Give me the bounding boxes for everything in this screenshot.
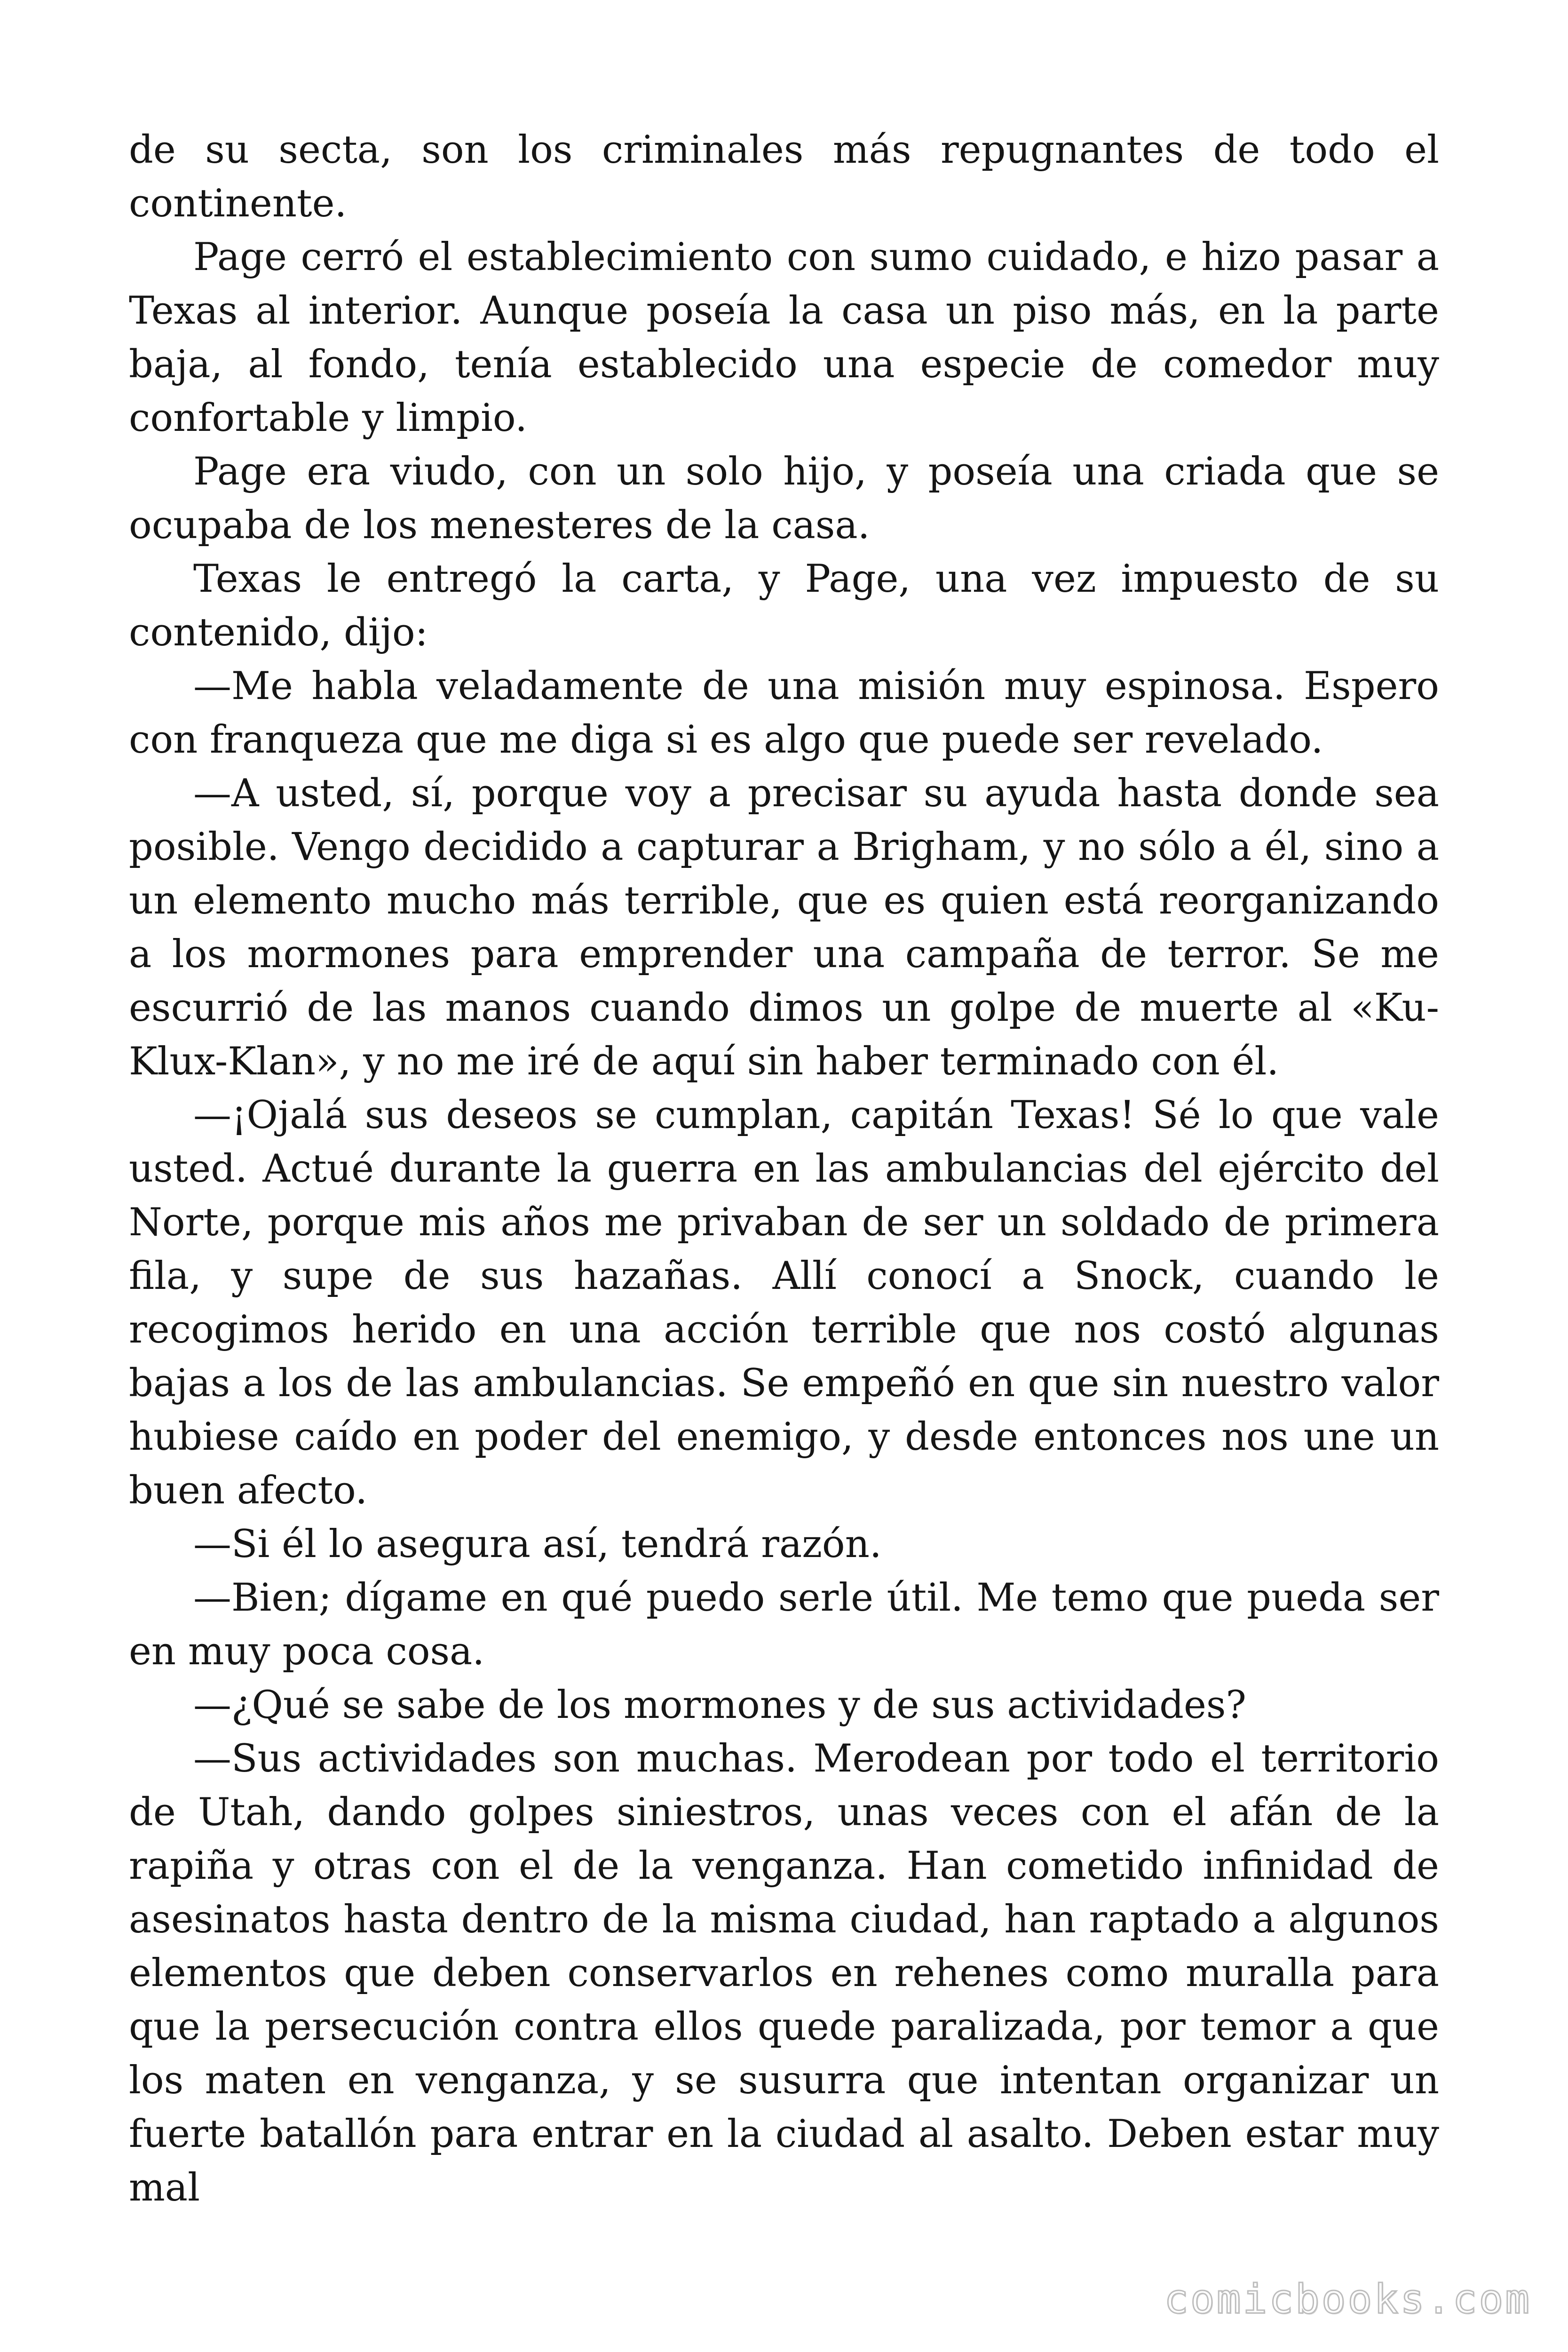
- dialogue-paragraph: —Bien; dígame en qué puedo serle útil. Me temo que pueda ser en muy poca cosa.: [129, 1576, 1439, 1674]
- paragraph: Page cerró el establecimiento con sumo cuidado, e hizo pasar a Texas al interior. Aunque poseía la casa un piso más, en la parte baja, al fondo, tenía establecido una especie de comedor muy confortable y limpio.: [129, 235, 1439, 440]
- dialogue-paragraph: —Me habla veladamente de una misión muy espinosa. Espero con franqueza que me diga si es algo que puede ser revelado.: [129, 664, 1439, 762]
- page-body: [129, 123, 1439, 2215]
- dialogue-paragraph: —¡Ojalá sus deseos se cumplan, capitán Texas! Sé lo que vale usted. Actué durante la guerra en las ambulancias del ejército del Norte, porque mis años me privaban de ser un soldado de primera fila, y supe de sus hazañas. Allí conocí a Snock, cuando le recogimos herido en una acción terrible que nos costó algunas bajas a los de las ambulancias. Se empeñó en que sin nuestro valor hubiese caído en poder del enemigo, y desde entonces nos une un buen afecto.: [129, 1093, 1439, 1513]
- paragraph: Texas le entregó la carta, y Page, una vez impuesto de su contenido, dijo:: [129, 557, 1439, 655]
- dialogue-paragraph: —¿Qué se sabe de los mormones y de sus actividades?: [193, 1683, 1246, 1727]
- dialogue-paragraph: —Sus actividades son muchas. Merodean por todo el territorio de Utah, dando golpes siniestros, unas veces con el afán de la rapiña y otras con el de la venganza. Han cometido infinidad de asesinatos hasta dentro de la misma ciudad, han raptado a algunos elementos que deben conservarlos en rehenes como muralla para que la persecución contra ellos quede paralizada, por temor a que los maten en venganza, y se susurra que intentan organizar un fuerte batallón para entrar en la ciudad al asalto. Deben estar muy mal: [129, 1737, 1439, 2210]
- dialogue-paragraph: —Si él lo asegura así, tendrá razón.: [193, 1522, 882, 1566]
- watermark-text: comicbooks.com: [1164, 2276, 1531, 2323]
- dialogue-paragraph: —A usted, sí, porque voy a precisar su ayuda hasta donde sea posible. Vengo decidido a capturar a Brigham, y no sólo a él, sino a un elemento mucho más terrible, que es quien está reorganizando a los mormones para emprender una campaña de terror. Se me escurrió de las manos cuando dimos un golpe de muerte al «Ku-Klux-Klan», y no me iré de aquí sin haber terminado con él.: [129, 771, 1439, 1084]
- paragraph-continuation: de su secta, son los criminales más repugnantes de todo el continente.: [129, 128, 1439, 226]
- paragraph: Page era viudo, con un solo hijo, y poseía una criada que se ocupaba de los menesteres de la casa.: [129, 450, 1439, 548]
